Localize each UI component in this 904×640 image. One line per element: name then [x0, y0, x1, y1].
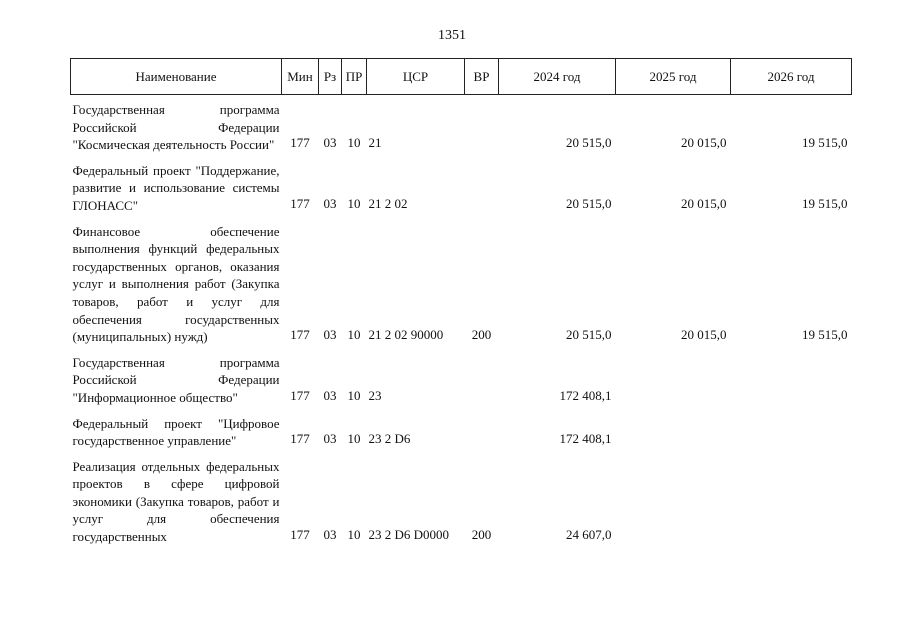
- row-2026: [731, 348, 852, 409]
- row-2024: 20 515,0: [566, 135, 612, 151]
- row-pr: 10: [347, 135, 361, 151]
- table-row: [71, 156, 852, 217]
- row-rz: 03: [323, 527, 337, 543]
- row-pr: 10: [347, 195, 361, 211]
- row-name: Реализация отдельных федеральных проектов в сфере цифровой экономики (Закупка товаров, работ и услуг для обеспечения государственных: [72, 458, 280, 545]
- row-min: 177: [290, 327, 310, 343]
- row-pr: 10: [347, 387, 361, 403]
- header-min: Мин: [282, 59, 319, 95]
- table-row: [71, 348, 852, 409]
- row-vr: [465, 348, 499, 409]
- row-name: Государственная программа Российской Федерации "Информационное общество": [72, 354, 280, 405]
- row-name: Федеральный проект "Цифровое государственное управление": [72, 415, 280, 449]
- row-pr: 10: [347, 431, 361, 447]
- header-name: Наименование: [71, 59, 282, 95]
- row-csr: 21 2 02 90000: [368, 327, 444, 343]
- row-2025: [616, 348, 731, 409]
- row-2026: [731, 409, 852, 452]
- row-min: 177: [290, 387, 310, 403]
- row-min: 177: [290, 195, 310, 211]
- table-header-row: [71, 59, 852, 95]
- row-csr: 23 2 D6: [368, 431, 411, 447]
- table-row: [71, 217, 852, 348]
- row-2026: 19 515,0: [802, 135, 848, 151]
- row-2024: 172 408,1: [559, 431, 612, 447]
- row-vr: [465, 409, 499, 452]
- row-name: Государственная программа Российской Федерации "Космическая деятельность России": [72, 102, 280, 153]
- header-vr: ВР: [465, 59, 499, 95]
- row-2024: 24 607,0: [566, 527, 612, 543]
- row-vr: [465, 95, 499, 156]
- table-row: [71, 452, 852, 548]
- table-row: [71, 409, 852, 452]
- row-rz: 03: [323, 135, 337, 151]
- row-min: 177: [290, 527, 310, 543]
- row-2024: 172 408,1: [559, 387, 612, 403]
- row-2025: [616, 409, 731, 452]
- row-csr: 21: [368, 135, 382, 151]
- header-rz: Рз: [319, 59, 342, 95]
- row-rz: 03: [323, 431, 337, 447]
- row-csr: 23 2 D6 D0000: [368, 527, 450, 543]
- row-2025: 20 015,0: [681, 195, 727, 211]
- row-2026: [731, 452, 852, 548]
- row-min: 177: [290, 431, 310, 447]
- row-rz: 03: [323, 387, 337, 403]
- row-2026: 19 515,0: [802, 195, 848, 211]
- row-2026: 19 515,0: [802, 327, 848, 343]
- row-name: Федеральный проект "Поддержание, развитие и использование системы ГЛОНАСС": [72, 162, 280, 213]
- row-vr: 200: [471, 327, 492, 343]
- row-csr: 23: [368, 387, 382, 403]
- header-2025: 2025 год: [616, 59, 731, 95]
- row-vr: [465, 156, 499, 217]
- header-csr: ЦСР: [367, 59, 465, 95]
- row-name: Финансовое обеспечение выполнения функций федеральных государственных органов, оказания услуг и выполнения работ (Закупка товаров, работ и услуг для обеспечения государственных (муниципальных) нужд): [72, 223, 280, 345]
- row-rz: 03: [323, 195, 337, 211]
- row-pr: 10: [347, 527, 361, 543]
- row-2024: 20 515,0: [566, 327, 612, 343]
- row-2025: 20 015,0: [681, 135, 727, 151]
- row-vr: 200: [471, 527, 492, 543]
- page-number: 1351: [438, 28, 466, 43]
- budget-table: [70, 58, 852, 548]
- header-pr: ПР: [342, 59, 367, 95]
- row-pr: 10: [347, 327, 361, 343]
- header-2026: 2026 год: [731, 59, 852, 95]
- table-row: [71, 95, 852, 156]
- row-rz: 03: [323, 327, 337, 343]
- row-2025: [616, 452, 731, 548]
- row-csr: 21 2 02: [368, 195, 408, 211]
- row-min: 177: [290, 135, 310, 151]
- row-2024: 20 515,0: [566, 195, 612, 211]
- row-2025: 20 015,0: [681, 327, 727, 343]
- header-2024: 2024 год: [499, 59, 616, 95]
